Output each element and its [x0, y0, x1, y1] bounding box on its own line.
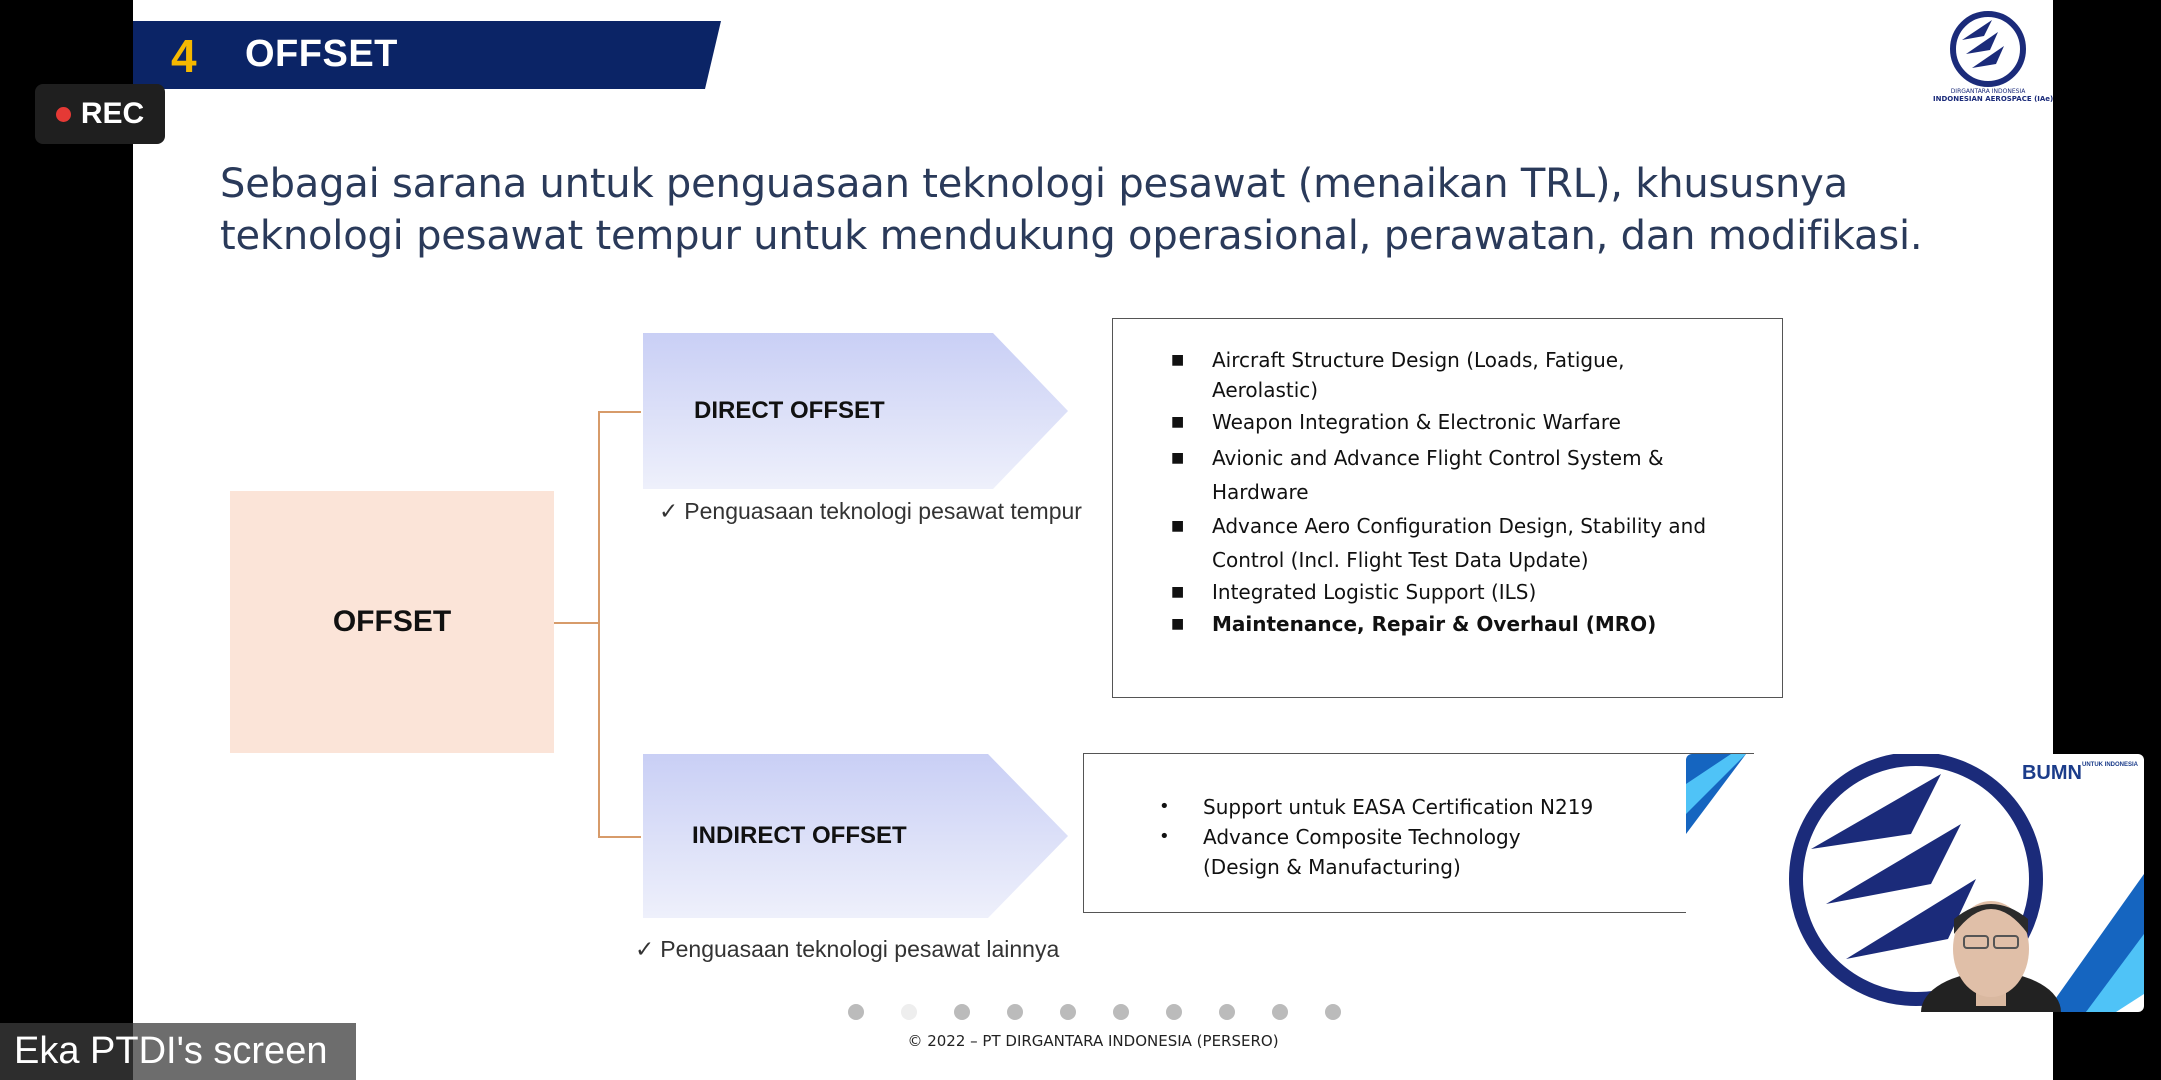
pagination-dot[interactable] — [954, 1004, 970, 1020]
indirect-offset-list — [1159, 792, 1703, 882]
pagination-dot[interactable] — [1325, 1004, 1341, 1020]
logo-company-main: INDONESIAN AEROSPACE (IAe) — [1933, 95, 2053, 103]
pagination-dot[interactable] — [1219, 1004, 1235, 1020]
indirect-offset-detail-box — [1083, 753, 1754, 913]
list-item: ■ Avionic and Advance Flight Control System & Hardware — [1171, 446, 1664, 504]
record-dot-icon — [56, 107, 71, 122]
check-icon: ✓ — [659, 499, 679, 525]
indirect-offset-label: INDIRECT OFFSET — [692, 822, 907, 849]
direct-offset-list — [1171, 345, 1732, 639]
list-item: ■ Weapon Integration & Electronic Warfare — [1171, 410, 1621, 434]
offset-root-label: OFFSET — [332, 605, 452, 638]
logo-company-small: DIRGANTARA INDONESIA — [1950, 88, 2026, 95]
slide-pagination — [848, 1004, 1341, 1020]
indirect-offset-check — [635, 936, 1059, 963]
list-item: • Support untuk EASA Certification N219 — [1159, 795, 1594, 819]
slide-subtitle: Sebagai sarana untuk penguasaan teknologi pesawat (menaikan TRL), khususnya teknologi pesawat tempur untuk mendukung operasional, perawatan, dan modifikasi. — [220, 161, 1923, 259]
pagination-dot[interactable] — [848, 1004, 864, 1020]
pagination-dot[interactable] — [1272, 1004, 1288, 1020]
list-item: ■ Integrated Logistic Support (ILS) — [1171, 580, 1537, 604]
list-item: ■ Advance Aero Configuration Design, Stability and Control (Incl. Flight Test Data Update) — [1171, 514, 1707, 572]
pagination-dot[interactable] — [1060, 1004, 1076, 1020]
rec-label: REC — [80, 97, 145, 130]
list-item: • Advance Composite Technology (Design & Manufacturing) — [1159, 825, 1521, 879]
pagination-dot[interactable] — [901, 1004, 917, 1020]
direct-offset-detail-box — [1112, 318, 1783, 698]
section-number: 4 — [171, 30, 197, 82]
connector-root-stub — [554, 622, 598, 624]
pagination-dot[interactable] — [1166, 1004, 1182, 1020]
pagination-dot[interactable] — [1007, 1004, 1023, 1020]
copyright-text: © 2022 – PT DIRGANTARA INDONESIA (PERSERO) — [907, 1032, 1279, 1050]
direct-offset-check-text: Penguasaan teknologi pesawat tempur — [684, 498, 1082, 524]
video-background-logo-icon — [1686, 754, 2144, 1012]
list-item: ■ Aircraft Structure Design (Loads, Fatigue, Aerolastic) — [1171, 348, 1625, 402]
connector-vertical — [598, 411, 600, 838]
bumn-logo: $BUMN^{UNTUK INDONESIA}$ — [2021, 762, 2138, 784]
section-title-bar — [133, 21, 705, 89]
recording-indicator — [35, 84, 165, 144]
connector-indirect — [598, 836, 641, 838]
offset-root-box — [230, 491, 554, 753]
indonesian-aerospace-logo-icon — [1948, 10, 2028, 88]
participant-video[interactable] — [1686, 754, 2144, 1012]
pagination-dot[interactable] — [1113, 1004, 1129, 1020]
direct-offset-label: DIRECT OFFSET — [694, 397, 885, 424]
indirect-offset-check-text: Penguasaan teknologi pesawat lainnya — [660, 936, 1060, 962]
section-title: OFFSET — [245, 33, 398, 75]
screen-share-label: Eka PTDI's screen — [0, 1023, 356, 1080]
direct-offset-check — [659, 498, 1082, 525]
connector-direct — [598, 411, 641, 413]
check-icon: ✓ — [635, 937, 655, 963]
list-item: ■ Maintenance, Repair & Overhaul (MRO) — [1171, 612, 1657, 636]
company-logo — [1933, 10, 2053, 110]
